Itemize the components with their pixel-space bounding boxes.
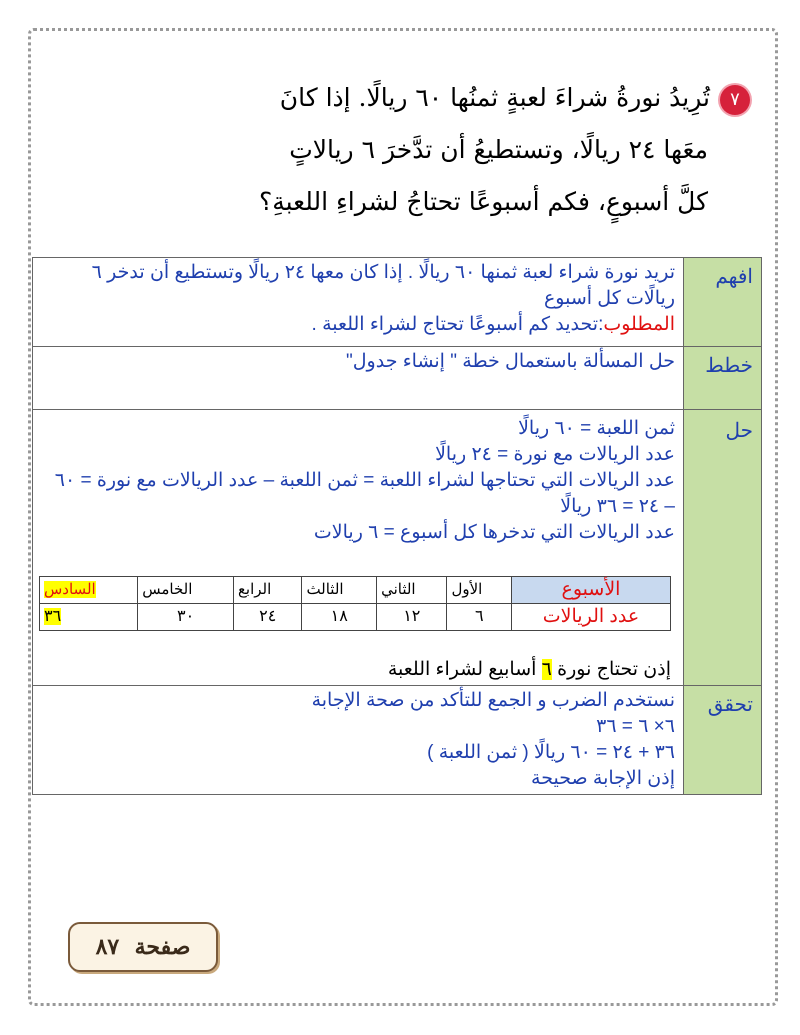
understand-text: تريد نورة شراء لعبة ثمنها ٦٠ ريالًا . إذا كان معها ٢٤ ريالًا وتستطيع أن تدخر ٦ ريالًات كل أسبوع: [91, 262, 675, 309]
problem-number-badge: ٧: [720, 85, 750, 115]
amount-header: عدد الريالات: [512, 604, 671, 631]
understand-label: افهم: [684, 258, 762, 347]
check-content: [33, 686, 684, 795]
check-row: [33, 686, 762, 795]
week-cell-highlight: السادس: [44, 581, 96, 598]
plan-content: حل المسألة باستعمال خطة " إنشاء جدول": [33, 347, 684, 410]
solve-line-1: ثمن اللعبة = ٦٠ ريالًا: [518, 418, 675, 439]
problem-line-3: كلَّ أسبوعٍ، فكم أسبوعًا تحتاجُ لشراءِ اللعبةِ؟: [258, 187, 708, 216]
page-number-badge: [68, 922, 218, 972]
amount-cell-highlight: ٣٦: [44, 608, 62, 625]
amount-cell: ٦: [447, 604, 512, 631]
solution-steps-table: [32, 257, 762, 795]
understand-row: [33, 258, 762, 347]
solve-line-3: عدد الريالات التي تحتاجها لشراء اللعبة = ثمن اللعبة – عدد الريالات مع نورة = ٦٠ – ٢٤ = ٣٦ ريالًا: [54, 470, 675, 517]
amount-cell: ٢٤: [233, 604, 302, 631]
solve-line-2: عدد الريالات مع نورة = ٢٤ ريالًا: [435, 444, 675, 465]
solve-conclusion: [39, 657, 675, 683]
week-cell: الخامس: [138, 577, 234, 604]
required-label: المطلوب: [603, 314, 675, 335]
check-line-3: ٣٦ + ٢٤ = ٦٠ ريالًا ( ثمن اللعبة ): [427, 742, 675, 763]
required-text: :تحديد كم أسبوعًا تحتاج لشراء اللعبة .: [311, 314, 604, 335]
understand-content: [33, 258, 684, 347]
page-number: ٨٧: [95, 934, 120, 960]
amount-cell: ١٨: [302, 604, 377, 631]
solve-row: [33, 410, 762, 686]
amount-cell: ١٢: [377, 604, 447, 631]
week-cell: الثاني: [377, 577, 447, 604]
week-cell: الرابع: [233, 577, 302, 604]
required-line: [39, 312, 675, 338]
conclusion-pre: إذن تحتاج نورة: [557, 659, 671, 680]
conclusion-number: ٦: [541, 659, 552, 680]
week-header-row: [40, 577, 671, 604]
week-cell: الأول: [447, 577, 512, 604]
problem-line-2: معَها ٢٤ ريالًا، وتستطيعُ أن تدَّخرَ ٦ ريالاتٍ: [289, 135, 708, 164]
check-line-4: إذن الإجابة صحيحة: [531, 768, 675, 789]
week-cell: [40, 577, 138, 604]
check-label: تحقق: [684, 686, 762, 795]
amount-cell: ٣٠: [138, 604, 234, 631]
plan-label: خطط: [684, 347, 762, 410]
check-line-2: ٦× ٦ = ٣٦: [596, 716, 675, 737]
conclusion-post: أسابيع لشراء اللعبة: [387, 659, 537, 680]
check-line-1: نستخدم الضرب و الجمع للتأكد من صحة الإجابة: [311, 690, 675, 711]
solve-label: حل: [684, 410, 762, 686]
amount-row: [40, 604, 671, 631]
savings-table: [39, 576, 671, 631]
solve-line-4: عدد الريالات التي تدخرها كل أسبوع = ٦ ريالات: [313, 522, 675, 543]
plan-row: [33, 347, 762, 410]
week-header: الأسبوع: [512, 577, 671, 604]
page-label: صفحة: [134, 934, 191, 960]
problem-text-1: تُرِيدُ نورةُ شراءَ لعبةٍ ثمنُها ٦٠ ريالًا. إذا كانَ: [279, 83, 710, 112]
problem-statement: [60, 72, 750, 228]
amount-cell: [40, 604, 138, 631]
week-cell: الثالث: [302, 577, 377, 604]
solve-content: [33, 410, 684, 686]
problem-line-1: [60, 72, 750, 124]
